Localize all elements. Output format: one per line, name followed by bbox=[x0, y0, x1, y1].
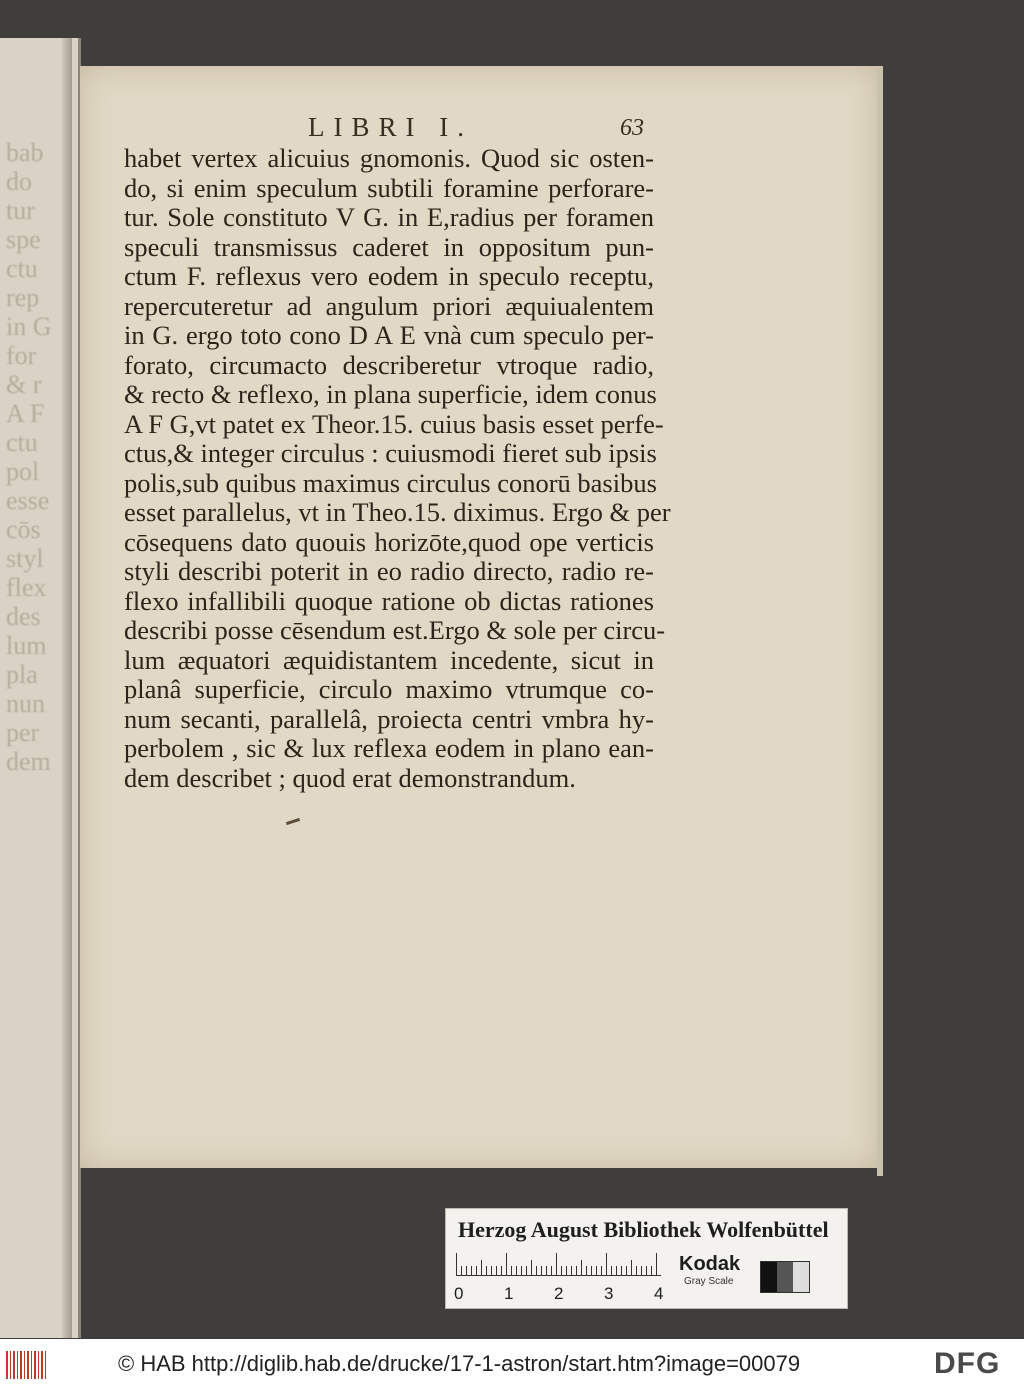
left-page-fragment: pla bbox=[6, 660, 38, 689]
left-page-fragment: flex bbox=[6, 573, 47, 602]
left-page-fragment: in G bbox=[6, 312, 52, 341]
ruler-tick bbox=[586, 1266, 587, 1275]
ruler-tick bbox=[526, 1266, 527, 1275]
text-line: polis,sub quibus maximus circulus conorū basibus bbox=[124, 467, 657, 498]
kodak-logo: Kodak bbox=[679, 1253, 741, 1275]
ruler-tick bbox=[611, 1266, 612, 1275]
left-page-fragment: do bbox=[6, 167, 32, 196]
left-page-fragment: for bbox=[6, 341, 37, 370]
ruler-tick bbox=[471, 1266, 472, 1275]
left-page-ghost-text bbox=[0, 38, 60, 1338]
ruler-labels bbox=[454, 1284, 674, 1304]
text-line: A F G,vt patet ex Theor.15. cuius basis esset perfe- bbox=[124, 408, 664, 439]
ruler-tick bbox=[646, 1266, 647, 1275]
ruler-tick bbox=[621, 1266, 622, 1275]
ruler-tick bbox=[481, 1260, 482, 1275]
ruler-tick bbox=[636, 1266, 637, 1275]
ruler-tick bbox=[496, 1266, 497, 1275]
footer-bar bbox=[0, 1339, 1024, 1389]
ruler-tick bbox=[506, 1253, 507, 1275]
left-page-fragment: pol bbox=[6, 457, 40, 486]
ruler-tick bbox=[541, 1266, 542, 1275]
text-line: ctus,& integer circulus : cuiusmodi fieret sub ipsis bbox=[124, 438, 657, 468]
left-page-fragment: nun bbox=[6, 689, 45, 718]
ruler-tick bbox=[531, 1260, 532, 1275]
left-page-fragment: cōs bbox=[6, 515, 41, 544]
text-line: & recto & reflexo, in plana superficie, idem conus bbox=[124, 379, 657, 409]
left-page-fragment: & r bbox=[6, 370, 42, 399]
body-text bbox=[124, 143, 671, 793]
left-page-fragment: des bbox=[6, 602, 41, 631]
ruler-label: 2 bbox=[554, 1284, 564, 1303]
text-line: esset parallelus, vt in Theo.15. diximus. Ergo & per bbox=[124, 497, 671, 527]
ruler-tick bbox=[516, 1266, 517, 1275]
copyright-link[interactable]: © HAB http://diglib.hab.de/drucke/17-1-astron/start.htm?image=00079 bbox=[118, 1351, 801, 1376]
ruler-tick bbox=[566, 1266, 567, 1275]
text-line: repercuteretur ad angulum priori æquiualentem bbox=[124, 290, 654, 321]
left-page-fragment: ctu bbox=[6, 254, 38, 283]
ruler-tick bbox=[591, 1266, 592, 1275]
ruler-label: 3 bbox=[604, 1284, 614, 1303]
text-line: flexo infallibili quoque ratione ob dictas rationes bbox=[124, 585, 654, 616]
ruler-tick bbox=[606, 1253, 607, 1275]
ruler-tick bbox=[521, 1266, 522, 1275]
ruler-tick bbox=[536, 1266, 537, 1275]
text-line: describi posse cēsendum est.Ergo & sole per circu- bbox=[124, 615, 666, 645]
ruler-tick bbox=[641, 1266, 642, 1275]
dfg-logo: DFG bbox=[934, 1347, 1001, 1380]
left-page-fragment: tur bbox=[6, 196, 35, 225]
ruler-tick bbox=[631, 1260, 632, 1275]
text-line: dem describet ; quod erat demonstrandum. bbox=[124, 762, 576, 793]
left-page-fragment: styl bbox=[6, 544, 44, 573]
left-page-fragment: bab bbox=[6, 138, 44, 167]
ruler-tick bbox=[651, 1266, 652, 1275]
text-line: styli describi poterit in eo radio directo, radio re- bbox=[124, 556, 654, 586]
ruler-tick bbox=[486, 1266, 487, 1275]
ruler-tick bbox=[601, 1266, 602, 1275]
ruler-tick bbox=[456, 1253, 457, 1275]
text-line: num secanti, parallelâ, proiecta centri vmbra hy- bbox=[124, 703, 654, 734]
text-line: cōsequens dato quouis horizōte,quod ope verticis bbox=[124, 526, 654, 557]
ruler-tick bbox=[491, 1266, 492, 1275]
ruler-tick bbox=[546, 1266, 547, 1275]
gray-scale-patch bbox=[760, 1261, 810, 1293]
ruler-tick bbox=[461, 1266, 462, 1275]
left-page-fragment: dem bbox=[6, 747, 51, 776]
ruler-tick bbox=[656, 1253, 657, 1275]
text-line: perbolem , sic & lux reflexa eodem in plano ean- bbox=[124, 733, 654, 763]
book-spine bbox=[62, 38, 72, 1338]
ruler-tick bbox=[501, 1266, 502, 1275]
ruler-tick bbox=[581, 1260, 582, 1275]
ruler-tick bbox=[626, 1266, 627, 1275]
left-page-fragment: spe bbox=[6, 225, 41, 254]
barcode-icon bbox=[6, 1351, 48, 1379]
text-line: do, si enim speculum subtili foramine perforare- bbox=[124, 172, 654, 203]
text-line: lum æquatori æquidistantem incedente, sicut in bbox=[124, 644, 654, 675]
ruler-tick bbox=[476, 1266, 477, 1275]
gray-scale-label: Gray Scale bbox=[684, 1276, 734, 1287]
text-line: forato, circumacto describeretur vtroque radio, bbox=[124, 349, 654, 380]
ruler-label: 1 bbox=[504, 1284, 514, 1303]
text-line: habet vertex alicuius gnomonis. Quod sic osten- bbox=[124, 143, 654, 173]
running-head: LIBRI I. bbox=[308, 112, 473, 142]
ruler-tick bbox=[466, 1266, 467, 1275]
ruler-tick bbox=[616, 1266, 617, 1275]
text-line: speculi transmissus caderet in oppositum pun- bbox=[124, 231, 654, 262]
ruler-tick bbox=[596, 1266, 597, 1275]
text-line: in G. ergo toto cono D A E vnà cum speculo per- bbox=[124, 320, 654, 350]
page-number: 63 bbox=[620, 115, 644, 141]
left-page-fragment: per bbox=[6, 718, 40, 747]
text-line: planâ superficie, circulo maximo vtrumque co- bbox=[124, 674, 654, 704]
library-name: Herzog August Bibliothek Wolfenbüttel bbox=[458, 1217, 829, 1242]
left-page-edge bbox=[0, 38, 81, 1338]
ruler-tick bbox=[571, 1266, 572, 1275]
page-edge bbox=[877, 66, 883, 1176]
text-line: ctum F. reflexus vero eodem in speculo receptu, bbox=[124, 261, 654, 291]
left-page-fragment: ctu bbox=[6, 428, 38, 457]
calibration-card bbox=[445, 1208, 848, 1309]
ruler-tick bbox=[551, 1266, 552, 1275]
ruler-scale bbox=[456, 1253, 661, 1276]
ruler-label: 0 bbox=[454, 1284, 464, 1303]
text-line: tur. Sole constituto V G. in E,radius per foramen bbox=[124, 202, 654, 232]
ruler-tick bbox=[561, 1266, 562, 1275]
ruler-label: 4 bbox=[654, 1284, 664, 1303]
left-page-fragment: lum bbox=[6, 631, 47, 660]
ruler-tick bbox=[556, 1253, 557, 1275]
ruler-tick bbox=[576, 1266, 577, 1275]
ruler-tick bbox=[511, 1266, 512, 1275]
left-page-fragment: A F bbox=[6, 399, 45, 428]
left-page-fragment: rep bbox=[6, 283, 40, 312]
left-page-fragment: esse bbox=[6, 486, 50, 515]
